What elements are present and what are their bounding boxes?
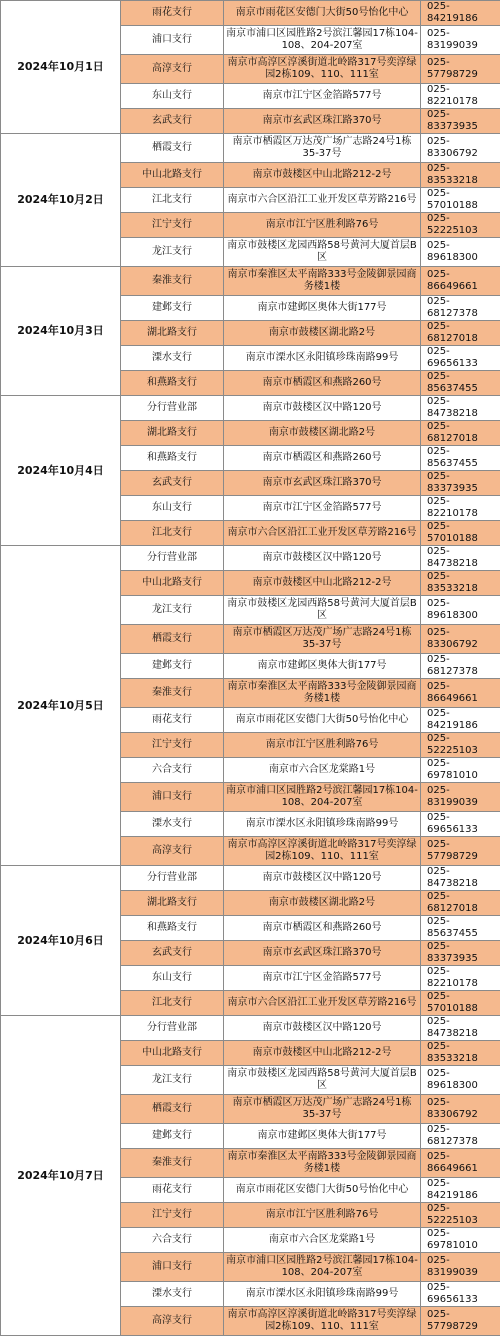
- address-cell: 南京市栖霞区万达茂广场广志路24号1栋35-37号: [224, 134, 421, 163]
- phone-cell: 025-52225103: [421, 213, 500, 238]
- phone-cell: 025-83306792: [421, 625, 500, 654]
- address-cell: 南京市江宁区金箔路577号: [224, 966, 421, 991]
- phone-cell: 025-82210178: [421, 496, 500, 521]
- address-cell: 南京市鼓楼区汉中路120号: [224, 1016, 421, 1041]
- address-cell: 南京市鼓楼区中山北路212-2号: [224, 1041, 421, 1066]
- phone-cell: 025-68127018: [421, 891, 500, 916]
- schedule-body: [1, 1, 500, 1336]
- address-cell: 南京市鼓楼区龙园西路58号黄河大厦首层B区: [224, 238, 421, 267]
- branch-name-cell: 秦淮支行: [121, 679, 224, 708]
- phone-cell: 025-69656133: [421, 346, 500, 371]
- branch-name-cell: 玄武支行: [121, 471, 224, 496]
- branch-name-cell: 浦口支行: [121, 783, 224, 812]
- phone-cell: 025-52225103: [421, 733, 500, 758]
- branch-name-cell: 江北支行: [121, 991, 224, 1016]
- address-cell: 南京市高淳区淳溪街道北岭路317号奕淳绿园2栋109、110、111室: [224, 55, 421, 84]
- phone-cell: 025-57010188: [421, 521, 500, 546]
- phone-cell: 025-83306792: [421, 1095, 500, 1124]
- phone-cell: 025-89618300: [421, 1066, 500, 1095]
- address-cell: 南京市溧水区永阳镇珍珠南路99号: [224, 812, 421, 837]
- branch-name-cell: 栖霞支行: [121, 134, 224, 163]
- address-cell: 南京市栖霞区和燕路260号: [224, 446, 421, 471]
- address-cell: 南京市浦口区园胜路2号滨江馨园17栋104-108、204-207室: [224, 783, 421, 812]
- address-cell: 南京市鼓楼区湖北路2号: [224, 321, 421, 346]
- branch-name-cell: 和燕路支行: [121, 916, 224, 941]
- table-row: [1, 1016, 500, 1041]
- date-cell: 2024年10月7日: [1, 1016, 121, 1336]
- branch-name-cell: 江北支行: [121, 521, 224, 546]
- address-cell: 南京市浦口区园胜路2号滨江馨园17栋104-108、204-207室: [224, 26, 421, 55]
- branch-name-cell: 雨花支行: [121, 1178, 224, 1203]
- branch-name-cell: 栖霞支行: [121, 1095, 224, 1124]
- branch-name-cell: 江宁支行: [121, 213, 224, 238]
- phone-cell: 025-84738218: [421, 1016, 500, 1041]
- branch-name-cell: 中山北路支行: [121, 1041, 224, 1066]
- phone-cell: 025-86649661: [421, 267, 500, 296]
- phone-cell: 025-83373935: [421, 471, 500, 496]
- phone-cell: 025-68127378: [421, 1124, 500, 1149]
- phone-cell: 025-57798729: [421, 837, 500, 866]
- phone-cell: 025-83533218: [421, 163, 500, 188]
- phone-cell: 025-85637455: [421, 916, 500, 941]
- branch-name-cell: 分行营业部: [121, 866, 224, 891]
- phone-cell: 025-69781010: [421, 758, 500, 783]
- address-cell: 南京市高淳区淳溪街道北岭路317号奕淳绿园2栋109、110、111室: [224, 1307, 421, 1336]
- branch-name-cell: 龙江支行: [121, 238, 224, 267]
- branch-name-cell: 溧水支行: [121, 812, 224, 837]
- branch-name-cell: 分行营业部: [121, 1016, 224, 1041]
- branch-name-cell: 秦淮支行: [121, 267, 224, 296]
- table-row: [1, 546, 500, 571]
- branch-name-cell: 溧水支行: [121, 1282, 224, 1307]
- branch-name-cell: 东山支行: [121, 966, 224, 991]
- address-cell: 南京市鼓楼区湖北路2号: [224, 421, 421, 446]
- branch-name-cell: 雨花支行: [121, 708, 224, 733]
- branch-name-cell: 秦淮支行: [121, 1149, 224, 1178]
- address-cell: 南京市六合区沿江工业开发区草芳路216号: [224, 521, 421, 546]
- address-cell: 南京市江宁区金箔路577号: [224, 84, 421, 109]
- phone-cell: 025-89618300: [421, 596, 500, 625]
- phone-cell: 025-84738218: [421, 866, 500, 891]
- table-row: [1, 1, 500, 26]
- phone-cell: 025-84738218: [421, 546, 500, 571]
- address-cell: 南京市雨花区安德门大街50号怡化中心: [224, 1178, 421, 1203]
- phone-cell: 025-57798729: [421, 55, 500, 84]
- phone-cell: 025-83306792: [421, 134, 500, 163]
- address-cell: 南京市江宁区金箔路577号: [224, 496, 421, 521]
- address-cell: 南京市六合区沿江工业开发区草芳路216号: [224, 188, 421, 213]
- table-row: [1, 134, 500, 163]
- branch-name-cell: 湖北路支行: [121, 891, 224, 916]
- branch-name-cell: 六合支行: [121, 758, 224, 783]
- phone-cell: 025-68127018: [421, 421, 500, 446]
- branch-name-cell: 玄武支行: [121, 109, 224, 134]
- phone-cell: 025-86649661: [421, 1149, 500, 1178]
- branch-name-cell: 龙江支行: [121, 1066, 224, 1095]
- branch-name-cell: 建邺支行: [121, 296, 224, 321]
- branch-name-cell: 六合支行: [121, 1228, 224, 1253]
- phone-cell: 025-82210178: [421, 966, 500, 991]
- phone-cell: 025-83373935: [421, 109, 500, 134]
- date-cell: 2024年10月3日: [1, 267, 121, 396]
- address-cell: 南京市玄武区珠江路370号: [224, 109, 421, 134]
- phone-cell: 025-84219186: [421, 708, 500, 733]
- phone-cell: 025-83373935: [421, 941, 500, 966]
- address-cell: 南京市建邺区奥体大街177号: [224, 1124, 421, 1149]
- phone-cell: 025-57010188: [421, 991, 500, 1016]
- address-cell: 南京市溧水区永阳镇珍珠南路99号: [224, 346, 421, 371]
- address-cell: 南京市鼓楼区中山北路212-2号: [224, 571, 421, 596]
- table-row: [1, 267, 500, 296]
- address-cell: 南京市栖霞区和燕路260号: [224, 371, 421, 396]
- address-cell: 南京市六合区沿江工业开发区草芳路216号: [224, 991, 421, 1016]
- address-cell: 南京市鼓楼区汉中路120号: [224, 866, 421, 891]
- address-cell: 南京市鼓楼区龙园西路58号黄河大厦首层B区: [224, 1066, 421, 1095]
- date-cell: 2024年10月6日: [1, 866, 121, 1016]
- phone-cell: 025-83533218: [421, 571, 500, 596]
- phone-cell: 025-69656133: [421, 812, 500, 837]
- branch-name-cell: 玄武支行: [121, 941, 224, 966]
- branch-name-cell: 浦口支行: [121, 1253, 224, 1282]
- phone-cell: 025-85637455: [421, 371, 500, 396]
- phone-cell: 025-52225103: [421, 1203, 500, 1228]
- address-cell: 南京市雨花区安德门大街50号怡化中心: [224, 708, 421, 733]
- phone-cell: 025-84738218: [421, 396, 500, 421]
- address-cell: 南京市玄武区珠江路370号: [224, 941, 421, 966]
- address-cell: 南京市秦淮区太平南路333号金陵御景园商务楼1楼: [224, 679, 421, 708]
- phone-cell: 025-57798729: [421, 1307, 500, 1336]
- address-cell: 南京市鼓楼区龙园西路58号黄河大厦首层B区: [224, 596, 421, 625]
- branch-name-cell: 湖北路支行: [121, 421, 224, 446]
- branch-name-cell: 东山支行: [121, 84, 224, 109]
- table-row: [1, 866, 500, 891]
- address-cell: 南京市玄武区珠江路370号: [224, 471, 421, 496]
- phone-cell: 025-68127378: [421, 654, 500, 679]
- branch-name-cell: 江北支行: [121, 188, 224, 213]
- phone-cell: 025-85637455: [421, 446, 500, 471]
- branch-name-cell: 东山支行: [121, 496, 224, 521]
- phone-cell: 025-69656133: [421, 1282, 500, 1307]
- date-cell: 2024年10月2日: [1, 134, 121, 267]
- address-cell: 南京市高淳区淳溪街道北岭路317号奕淳绿园2栋109、110、111室: [224, 837, 421, 866]
- branch-name-cell: 建邺支行: [121, 654, 224, 679]
- branch-name-cell: 浦口支行: [121, 26, 224, 55]
- phone-cell: 025-82210178: [421, 84, 500, 109]
- phone-cell: 025-86649661: [421, 679, 500, 708]
- branch-name-cell: 分行营业部: [121, 546, 224, 571]
- address-cell: 南京市六合区龙棠路1号: [224, 758, 421, 783]
- address-cell: 南京市建邺区奥体大街177号: [224, 654, 421, 679]
- branch-name-cell: 高淳支行: [121, 55, 224, 84]
- phone-cell: 025-68127378: [421, 296, 500, 321]
- address-cell: 南京市秦淮区太平南路333号金陵御景园商务楼1楼: [224, 267, 421, 296]
- date-cell: 2024年10月5日: [1, 546, 121, 866]
- address-cell: 南京市江宁区胜利路76号: [224, 1203, 421, 1228]
- phone-cell: 025-84219186: [421, 1, 500, 26]
- branch-name-cell: 溧水支行: [121, 346, 224, 371]
- address-cell: 南京市溧水区永阳镇珍珠南路99号: [224, 1282, 421, 1307]
- address-cell: 南京市六合区龙棠路1号: [224, 1228, 421, 1253]
- branch-name-cell: 栖霞支行: [121, 625, 224, 654]
- address-cell: 南京市浦口区园胜路2号滨江馨园17栋104-108、204-207室: [224, 1253, 421, 1282]
- table-row: [1, 396, 500, 421]
- branch-name-cell: 江宁支行: [121, 1203, 224, 1228]
- phone-cell: 025-83199039: [421, 1253, 500, 1282]
- date-cell: 2024年10月4日: [1, 396, 121, 546]
- branch-name-cell: 高淳支行: [121, 837, 224, 866]
- branch-name-cell: 中山北路支行: [121, 163, 224, 188]
- address-cell: 南京市秦淮区太平南路333号金陵御景园商务楼1楼: [224, 1149, 421, 1178]
- phone-cell: 025-89618300: [421, 238, 500, 267]
- phone-cell: 025-83533218: [421, 1041, 500, 1066]
- address-cell: 南京市江宁区胜利路76号: [224, 733, 421, 758]
- branch-name-cell: 中山北路支行: [121, 571, 224, 596]
- branch-name-cell: 雨花支行: [121, 1, 224, 26]
- date-cell: 2024年10月1日: [1, 1, 121, 134]
- branch-name-cell: 高淳支行: [121, 1307, 224, 1336]
- branch-name-cell: 和燕路支行: [121, 446, 224, 471]
- phone-cell: 025-68127018: [421, 321, 500, 346]
- phone-cell: 025-69781010: [421, 1228, 500, 1253]
- address-cell: 南京市建邺区奥体大街177号: [224, 296, 421, 321]
- address-cell: 南京市鼓楼区中山北路212-2号: [224, 163, 421, 188]
- branch-name-cell: 龙江支行: [121, 596, 224, 625]
- phone-cell: 025-57010188: [421, 188, 500, 213]
- phone-cell: 025-83199039: [421, 26, 500, 55]
- address-cell: 南京市栖霞区万达茂广场广志路24号1栋35-37号: [224, 1095, 421, 1124]
- phone-cell: 025-83199039: [421, 783, 500, 812]
- address-cell: 南京市雨花区安德门大街50号怡化中心: [224, 1, 421, 26]
- address-cell: 南京市江宁区胜利路76号: [224, 213, 421, 238]
- branch-name-cell: 江宁支行: [121, 733, 224, 758]
- branch-name-cell: 湖北路支行: [121, 321, 224, 346]
- branch-name-cell: 分行营业部: [121, 396, 224, 421]
- phone-cell: 025-84219186: [421, 1178, 500, 1203]
- address-cell: 南京市鼓楼区湖北路2号: [224, 891, 421, 916]
- address-cell: 南京市栖霞区万达茂广场广志路24号1栋35-37号: [224, 625, 421, 654]
- address-cell: 南京市栖霞区和燕路260号: [224, 916, 421, 941]
- branch-name-cell: 和燕路支行: [121, 371, 224, 396]
- address-cell: 南京市鼓楼区汉中路120号: [224, 546, 421, 571]
- address-cell: 南京市鼓楼区汉中路120号: [224, 396, 421, 421]
- branch-name-cell: 建邺支行: [121, 1124, 224, 1149]
